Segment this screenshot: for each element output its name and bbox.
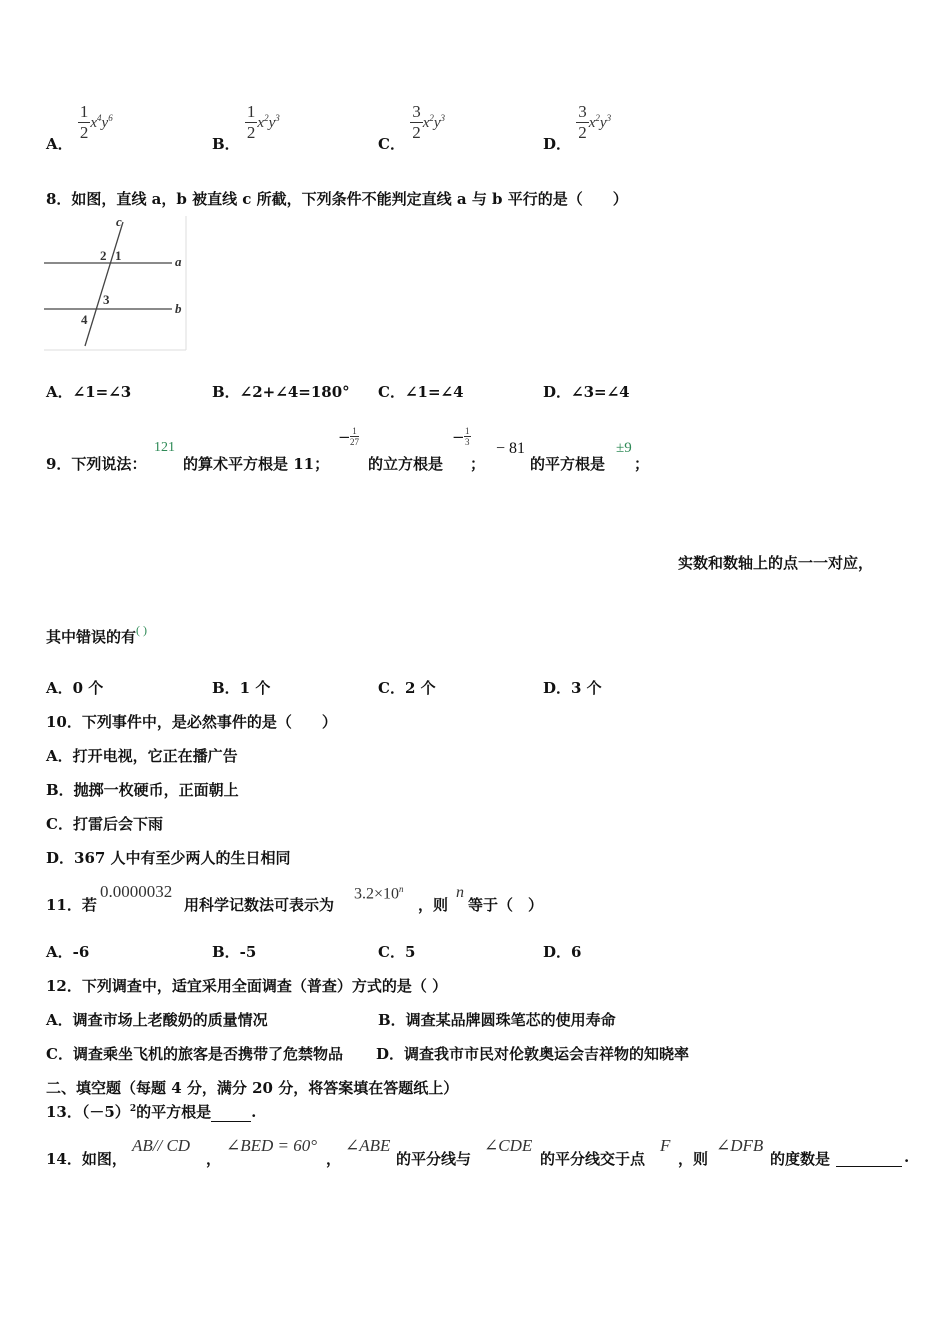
q9-line3: 其中错误的有( ) [46, 623, 148, 646]
q8-option-b: B．∠2+∠4=180° [212, 383, 350, 401]
q8-stem: 8．如图，直线 a，b 被直线 c 所截，下列条件不能判定直线 a 与 b 平行的是（ ） [46, 190, 628, 208]
label-1: 1 [115, 248, 122, 263]
q9-option-a: A．0 个 [46, 679, 104, 697]
q8-option-d: D．∠3=∠4 [543, 383, 630, 401]
q12-option-d: D．调查我市市民对伦敦奥运会吉祥物的知晓率 [376, 1045, 690, 1063]
label-2: 2 [100, 248, 107, 263]
q10-option-c: C．打雷后会下雨 [46, 815, 163, 833]
answer-blank[interactable] [211, 1103, 251, 1122]
label-b: b [175, 301, 182, 316]
section-2-heading: 二、填空题（每题 4 分，满分 20 分，将答案填在答题纸上） [46, 1079, 459, 1097]
q10-option-a: A．打开电视，它正在播广告 [46, 747, 238, 765]
q10-stem: 10．下列事件中，是必然事件的是（ ） [46, 713, 337, 731]
q11-option-c: C．5 [378, 943, 416, 961]
q11-option-b: B．-5 [212, 943, 257, 961]
q7-option-b: B． $\frac{1}{2}$ $x^2y^3$ [212, 102, 280, 153]
label-4: 4 [81, 312, 88, 327]
q9-option-c: C．2 个 [378, 679, 436, 697]
q12-stem: 12．下列调查中，适宜采用全面调查（普查）方式的是（ ） [46, 977, 448, 995]
fraction: $\frac{1}{2}$ [79, 102, 89, 142]
q11-option-d: D．6 [543, 943, 582, 961]
label-a: a [175, 254, 182, 269]
q11-option-a: A．-6 [46, 943, 90, 961]
q11-stem: 11．若 0.0000032 用科学记数法可表示为 $3.2\times 10^n$ ，则 n 等于（ ） [46, 882, 544, 914]
q7-option-c: C． $\frac{3}{2}$ $x^2y^3$ [378, 102, 446, 153]
q8-option-c: C．∠1=∠4 [378, 383, 464, 401]
q12-option-b: B．调查某品牌圆珠笔芯的使用寿命 [378, 1011, 616, 1029]
label-c: c [116, 216, 122, 229]
q9-option-d: D．3 个 [543, 679, 602, 697]
q9-line2: 实数和数轴上的点一一对应， [678, 554, 874, 572]
q8-option-a: A．∠1=∠3 [46, 383, 132, 401]
q8-figure [44, 216, 190, 354]
q10-option-d: D．367 人中有至少两人的生日相同 [46, 849, 291, 867]
q9-option-b: B．1 个 [212, 679, 271, 697]
q10-option-b: B．抛掷一枚硬币，正面朝上 [46, 781, 239, 799]
answer-blank[interactable] [836, 1148, 902, 1167]
q13: 13．$(-5)^2$的平方根是 . [46, 1103, 257, 1121]
q14: 14．如图， AB// CD ， ∠BED = 60° ， ∠ABE 的平分线与 ∠CDE 的平分线交于点 F ，则 ∠DFB 的度数是 . [46, 1136, 910, 1168]
q7-option-a: A． $\frac{1}{2}$ $x^4y^6$ [46, 102, 113, 153]
q12-option-a: A．调查市场上老酸奶的质量情况 [46, 1011, 268, 1029]
q7-option-d: D． $\frac{3}{2}$ $x^2y^3$ [543, 102, 612, 153]
q12-option-c: C．调查乘坐飞机的旅客是否携带了危禁物品 [46, 1045, 343, 1063]
label-3: 3 [103, 292, 110, 307]
